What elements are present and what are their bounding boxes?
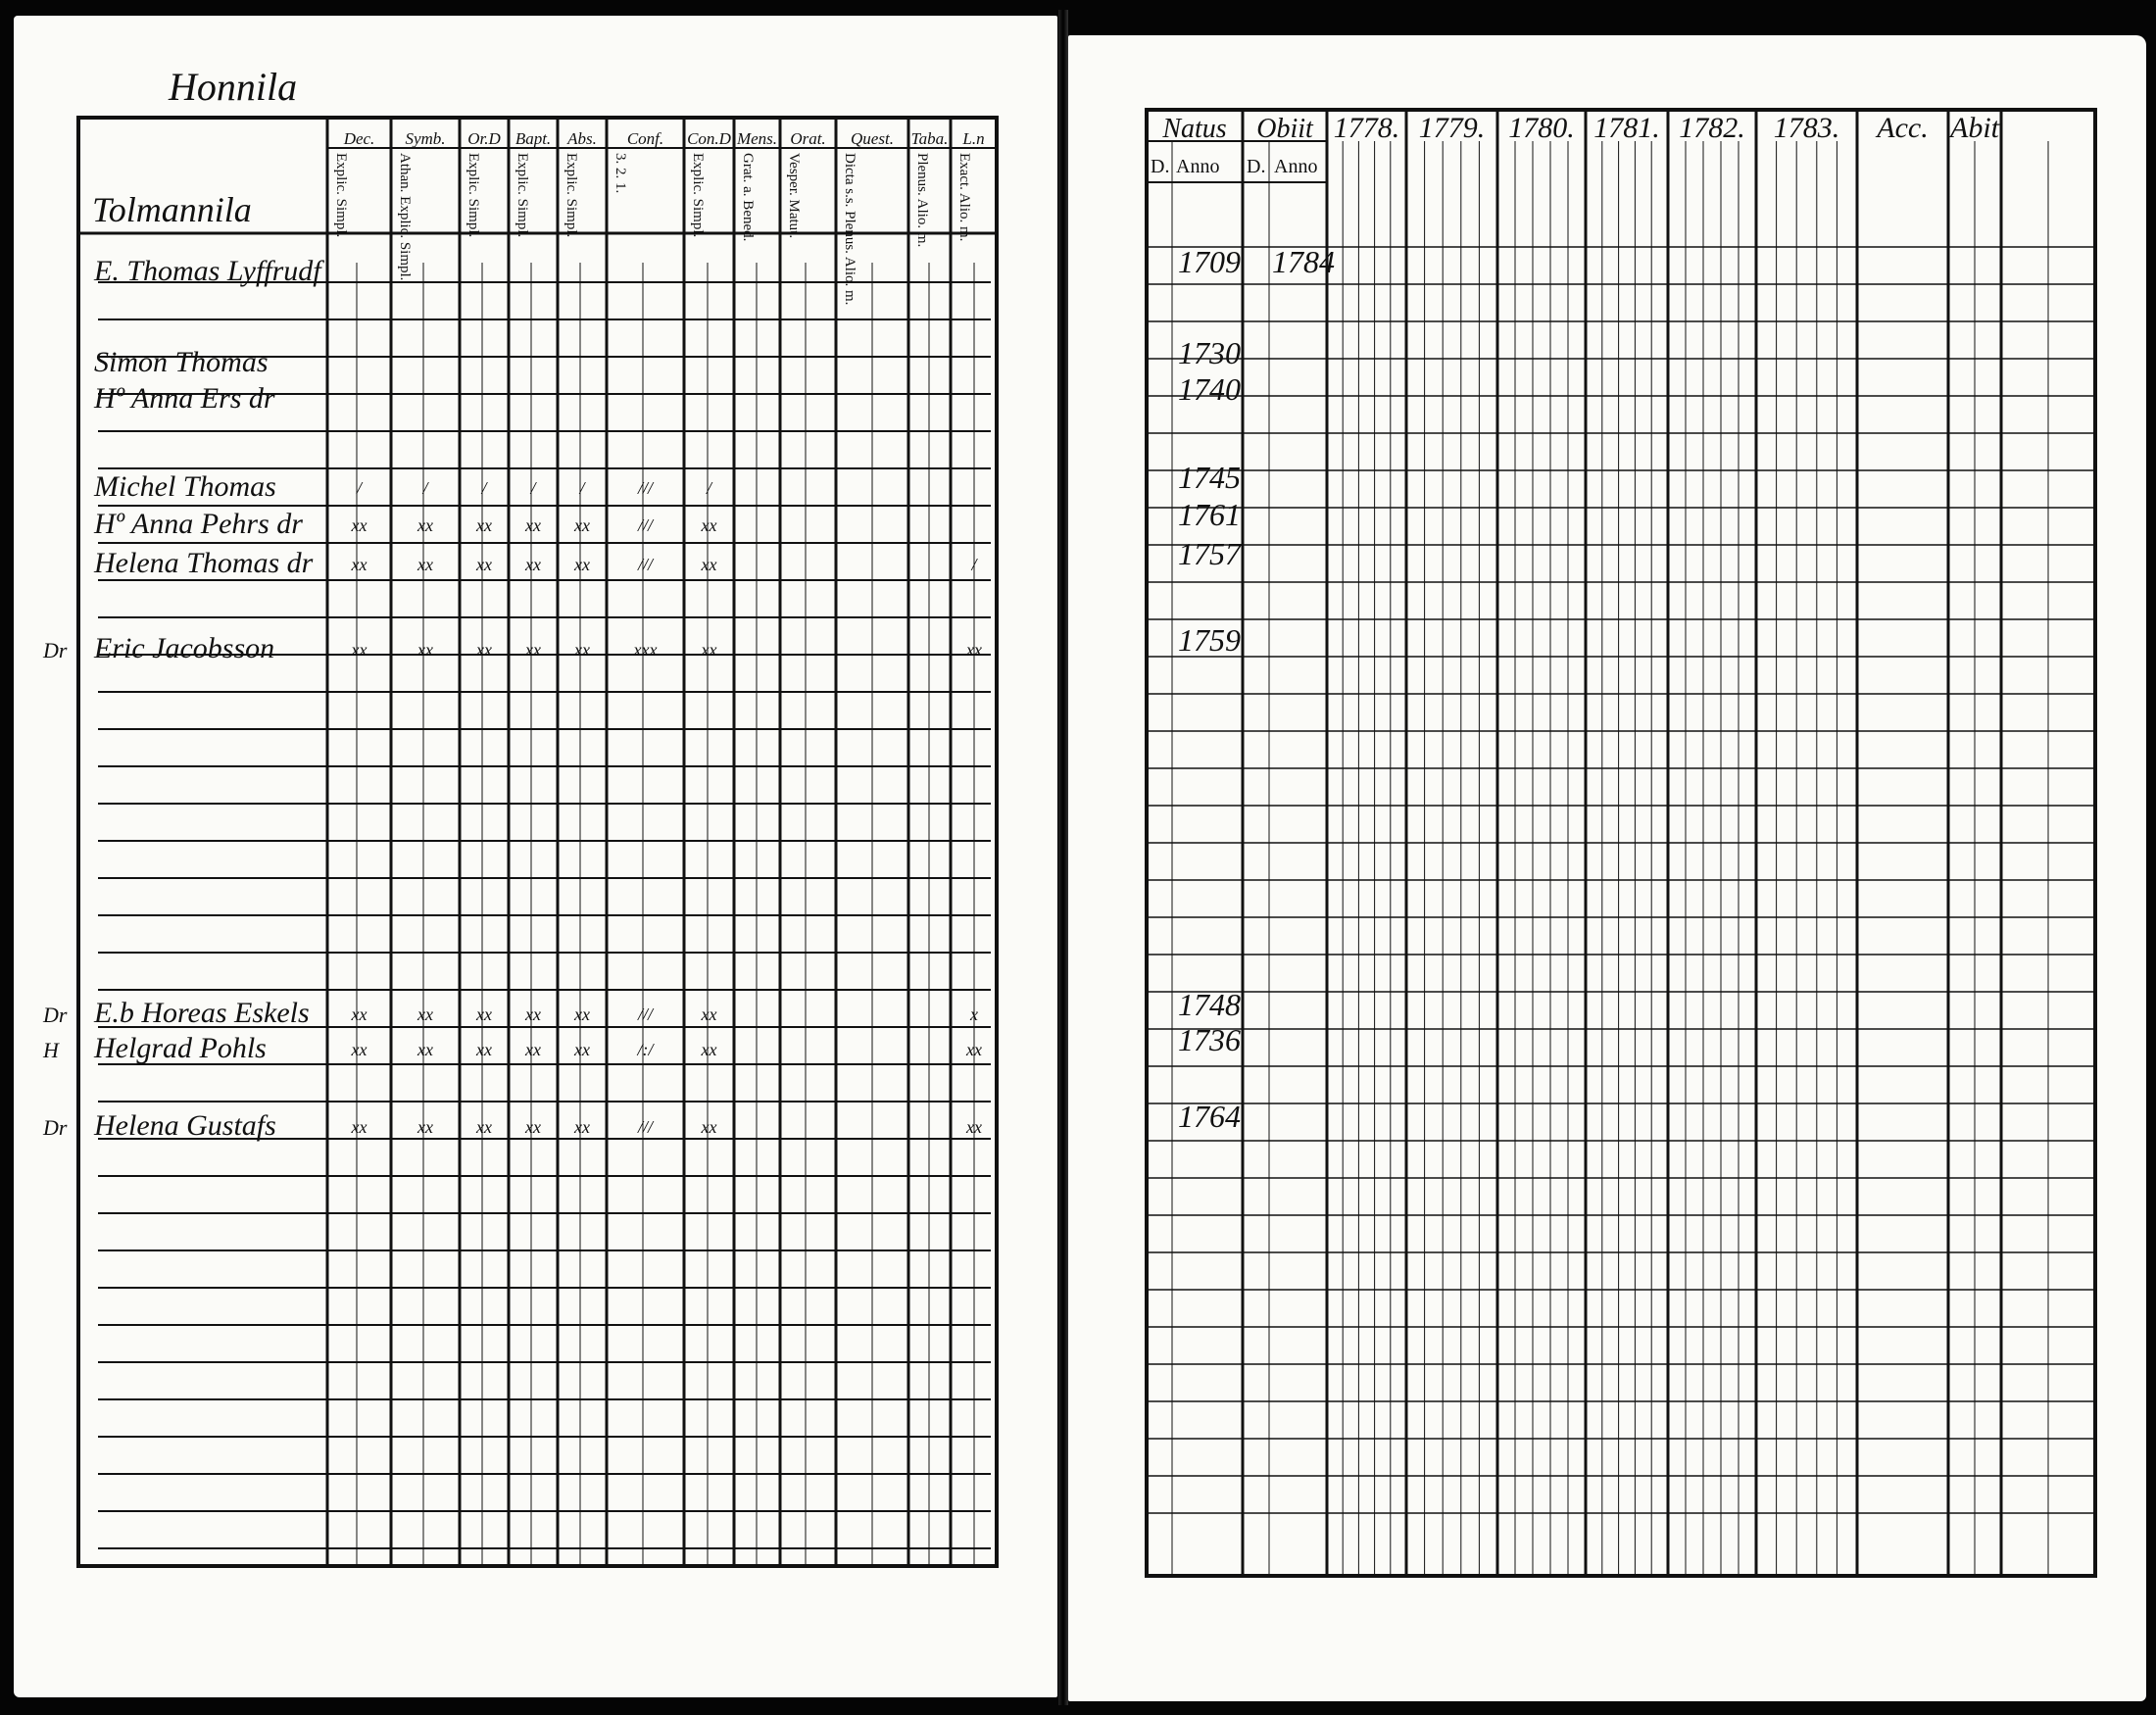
- attainment-mark: ///: [637, 1004, 654, 1024]
- column-header-10: Taba.: [910, 129, 949, 148]
- list-item: [42, 1032, 982, 1064]
- row-prefix: Dr: [43, 1003, 68, 1027]
- column-header-3: Bapt.: [514, 129, 552, 148]
- attainment-mark: xx: [525, 555, 541, 574]
- attainment-mark: xx: [525, 515, 541, 535]
- sub-header-1: Anno: [1176, 156, 1220, 177]
- attainment-mark: xx: [417, 640, 433, 660]
- attainment-mark: xx: [351, 640, 368, 660]
- attainment-mark: xx: [701, 640, 717, 660]
- sub-header-11: Exact. Alio. m.: [956, 153, 972, 242]
- attainment-mark: xx: [476, 555, 492, 574]
- attainment-mark: xx: [701, 555, 717, 574]
- attainment-mark: xx: [351, 555, 368, 574]
- person-name: E. Thomas Lyffrudf: [94, 255, 321, 287]
- row-prefix: H: [43, 1038, 59, 1062]
- sub-header-2: Explic. Simpl.: [466, 153, 481, 238]
- natus-year: 1748: [1178, 987, 1241, 1022]
- list-item: [94, 346, 269, 378]
- person-name: Hº Anna Pehrs dr: [94, 508, 303, 540]
- column-header-8: Acc.: [1877, 112, 1929, 144]
- table-row: [1178, 335, 1241, 370]
- attainment-mark: xx: [574, 555, 590, 574]
- year-column-headers: [1161, 112, 1999, 144]
- attainment-mark: xx: [574, 640, 590, 660]
- column-header-6: 1782.: [1679, 112, 1745, 144]
- list-item: [93, 547, 978, 579]
- person-name: Helena Gustafs: [94, 1109, 276, 1142]
- sub-header-0: D.: [1151, 156, 1170, 177]
- attainment-mark: xx: [574, 1040, 590, 1059]
- row-prefix: Dr: [43, 638, 68, 662]
- birth-death-rows: [1147, 244, 2095, 1513]
- attainment-mark: xx: [476, 515, 492, 535]
- attainment-mark: xx: [351, 1117, 368, 1137]
- natus-year: 1757: [1178, 536, 1241, 571]
- person-name: Eric Jacobsson: [94, 632, 275, 664]
- sub-header-0: Explic. Simpl.: [333, 153, 349, 238]
- left-page: [14, 16, 1057, 1697]
- attainment-mark: xx: [574, 1004, 590, 1024]
- table-row: [1178, 497, 1241, 532]
- list-item: [93, 508, 716, 540]
- person-name: Simon Thomas: [94, 346, 269, 378]
- attainment-mark: xx: [525, 1117, 541, 1137]
- attainment-mark: x: [970, 1004, 978, 1024]
- column-header-6: Con.D: [687, 129, 731, 148]
- obiit-year: 1784: [1272, 244, 1335, 279]
- sub-header-5: 3. 2. 1.: [612, 153, 628, 194]
- table-row: [1178, 460, 1241, 495]
- attainment-mark: xx: [701, 515, 717, 535]
- sub-header-7: Grat. a. Bened.: [740, 153, 756, 242]
- natus-year: 1764: [1178, 1099, 1241, 1134]
- table-row: [1178, 536, 1243, 571]
- attainment-mark: xx: [351, 515, 368, 535]
- attainment-mark: /: [530, 478, 536, 498]
- attainment-mark: ///: [637, 555, 654, 574]
- right-page-register-grid: [1068, 35, 2146, 1701]
- sub-header-4: Explic. Simpl.: [564, 153, 579, 238]
- natus-year: 1736: [1178, 1022, 1241, 1057]
- attainment-mark: xx: [525, 1004, 541, 1024]
- attainment-mark: /: [356, 478, 363, 498]
- attainment-mark: /: [481, 478, 487, 498]
- column-header-5: 1781.: [1593, 112, 1660, 144]
- attainment-mark: xx: [417, 1004, 433, 1024]
- list-item: [93, 382, 275, 415]
- sub-header-1: Athan. Explic. Simpl.: [397, 153, 413, 281]
- attainment-mark: /:/: [637, 1040, 654, 1059]
- attainment-mark: xx: [701, 1040, 717, 1059]
- column-header-9: Abit: [1950, 112, 1999, 144]
- catechism-column-headers: [343, 129, 985, 148]
- sub-header-6: Explic. Simpl.: [690, 153, 706, 238]
- column-header-11: L.n: [962, 129, 985, 148]
- list-item: [42, 632, 982, 664]
- column-header-7: 1783.: [1773, 112, 1840, 144]
- column-header-4: 1780.: [1508, 112, 1575, 144]
- attainment-mark: xx: [574, 515, 590, 535]
- attainment-mark: xx: [701, 1004, 717, 1024]
- sub-header-3: Explic. Simpl.: [514, 153, 530, 238]
- natus-year: 1745: [1178, 460, 1241, 495]
- natus-year: 1730: [1178, 335, 1241, 370]
- attainment-mark: xxx: [633, 640, 658, 660]
- attainment-mark: xx: [476, 1117, 492, 1137]
- attainment-mark: xx: [966, 640, 982, 660]
- attainment-mark: /: [706, 478, 712, 498]
- column-header-0: Dec.: [343, 129, 375, 148]
- left-page-register-grid: [14, 16, 1057, 1697]
- row-prefix: Dr: [43, 1115, 68, 1140]
- attainment-mark: xx: [525, 1040, 541, 1059]
- attainment-mark: xx: [966, 1117, 982, 1137]
- attainment-mark: xx: [966, 1040, 982, 1059]
- person-name: Hº Anna Ers dr: [94, 382, 275, 415]
- sub-header-8: Vesper. Matut.: [786, 153, 802, 239]
- attainment-mark: ///: [637, 478, 654, 498]
- natus-year: 1740: [1178, 371, 1241, 407]
- attainment-mark: xx: [476, 1004, 492, 1024]
- natus-year: 1709: [1178, 244, 1241, 279]
- table-row: [1178, 371, 1241, 407]
- right-page: [1068, 35, 2146, 1701]
- attainment-mark: xx: [417, 555, 433, 574]
- column-header-8: Orat.: [790, 129, 826, 148]
- column-header-1: Obiit: [1256, 114, 1313, 144]
- column-header-9: Quest.: [851, 129, 894, 148]
- table-row: [1178, 1022, 1241, 1057]
- table-row: [1178, 244, 1335, 279]
- attainment-mark: xx: [574, 1117, 590, 1137]
- table-row: [1178, 622, 1241, 658]
- attainment-mark: xx: [476, 1040, 492, 1059]
- attainment-mark: xx: [351, 1004, 368, 1024]
- attainment-mark: ///: [637, 1117, 654, 1137]
- column-header-3: 1779.: [1418, 112, 1486, 144]
- attainment-mark: xx: [525, 640, 541, 660]
- person-name: Helena Thomas dr: [94, 547, 314, 579]
- attainment-mark: xx: [476, 640, 492, 660]
- attainment-mark: /: [422, 478, 428, 498]
- column-header-7: Mens.: [736, 129, 778, 148]
- attainment-mark: ///: [637, 515, 654, 535]
- natus-year: 1761: [1178, 497, 1241, 532]
- attainment-mark: xx: [417, 1040, 433, 1059]
- parishioner-rows: [42, 255, 991, 1548]
- attainment-mark: xx: [417, 1117, 433, 1137]
- sub-header-2: D.: [1247, 156, 1266, 177]
- sub-header-9: Dicta s.s. Plenus. Alio. m.: [842, 153, 858, 306]
- sub-header-3: Anno: [1274, 156, 1318, 177]
- column-header-0: Natus: [1162, 114, 1227, 144]
- attainment-mark: xx: [701, 1117, 717, 1137]
- list-item: [42, 1109, 982, 1142]
- natus-year: 1759: [1178, 622, 1241, 658]
- column-header-2: Or.D: [467, 129, 501, 148]
- list-item: [93, 470, 713, 503]
- column-header-5: Conf.: [626, 129, 664, 148]
- household-name: Tolmannila: [92, 190, 252, 229]
- person-name: Michel Thomas: [94, 470, 276, 503]
- book-gutter: [1058, 10, 1068, 1705]
- natus-obiit-sub-headers: [1151, 156, 1317, 177]
- column-header-4: Abs.: [567, 129, 597, 148]
- village-name: Honnila: [169, 65, 298, 109]
- attainment-mark: /: [971, 555, 977, 574]
- column-header-2: 1778.: [1333, 112, 1400, 144]
- person-name: Helgrad Pohls: [94, 1032, 267, 1064]
- person-name: E.b Horeas Eskels: [94, 997, 310, 1029]
- attainment-mark: xx: [351, 1040, 368, 1059]
- column-header-1: Symb.: [405, 129, 446, 148]
- attainment-mark: xx: [417, 515, 433, 535]
- sub-header-10: Plenus. Alio. m.: [914, 153, 930, 248]
- attainment-mark: /: [579, 478, 585, 498]
